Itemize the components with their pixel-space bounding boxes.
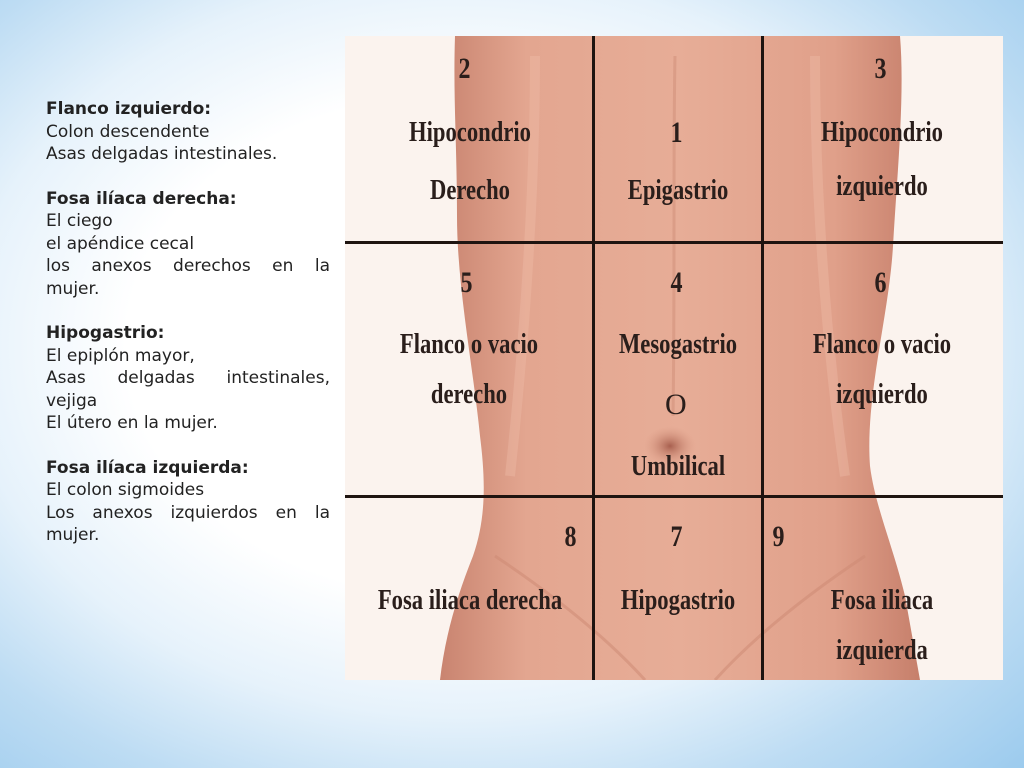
note-line: mujer.: [46, 525, 100, 545]
region-number-6: 6: [874, 266, 887, 299]
note-fosa-iliaca-derecha: [46, 188, 330, 301]
grid-line-horizontal-top: [345, 241, 1003, 244]
region-label-epigastrio: Epigastrio: [627, 174, 729, 206]
note-line: El ciego: [46, 211, 113, 231]
region-label-flanco-derecho-2: derecho: [430, 378, 508, 410]
note-title: Fosa ilíaca izquierda:: [46, 457, 249, 478]
region-label-fosa-iliaca-izquierda: Fosa iliaca: [830, 584, 934, 616]
note-line: El epiplón mayor,: [46, 345, 195, 366]
region-label-flanco-izquierdo-2: izquierdo: [836, 378, 928, 410]
note-line: Asas delgadas intestinales,: [46, 368, 330, 388]
note-line: El colon sigmoides: [46, 480, 205, 500]
note-line: Colon descendente: [46, 121, 210, 142]
note-line: Asas delgadas intestinales.: [46, 144, 278, 164]
note-line: los anexos derechos en la: [46, 256, 330, 276]
region-number-1: 1: [670, 116, 683, 149]
region-number-9: 9: [772, 520, 785, 553]
region-label-mesogastrio-o: O: [665, 388, 687, 421]
region-label-hipocondrio-izquierdo: Hipocondrio: [821, 116, 943, 148]
region-label-umbilical: Umbilical: [630, 450, 726, 482]
note-line: Los anexos izquierdos en la: [46, 502, 330, 523]
note-title: Fosa ilíaca derecha:: [46, 188, 237, 209]
region-number-7: 7: [670, 520, 683, 553]
region-label-hipocondrio-derecho-2: Derecho: [430, 174, 510, 206]
grid-line-vertical-left: [592, 36, 595, 680]
note-flanco-izquierdo: [46, 98, 330, 166]
region-label-hipogastrio: Hipogastrio: [620, 584, 736, 616]
region-label-mesogastrio: Mesogastrio: [618, 328, 738, 360]
region-label-flanco-derecho: Flanco o vacio: [399, 328, 539, 360]
note-title: Hipogastrio:: [46, 323, 165, 343]
grid-line-vertical-right: [761, 36, 764, 680]
region-number-2: 2: [458, 52, 471, 85]
region-number-8: 8: [564, 520, 577, 553]
region-number-4: 4: [670, 266, 683, 299]
region-label-hipocondrio-izquierdo-2: izquierdo: [836, 170, 928, 202]
note-line: vejiga: [46, 390, 98, 411]
note-line: mujer.: [46, 278, 100, 299]
region-label-hipocondrio-derecho: Hipocondrio: [409, 116, 531, 148]
note-title: Flanco izquierdo:: [46, 99, 212, 119]
note-fosa-iliaca-izquierda: [46, 457, 330, 547]
region-number-5: 5: [460, 266, 473, 299]
note-hipogastrio: [46, 322, 330, 435]
region-number-3: 3: [874, 52, 887, 85]
region-label-flanco-izquierdo: Flanco o vacio: [812, 328, 952, 360]
grid-line-horizontal-bottom: [345, 495, 1003, 498]
abdomen-diagram: [345, 36, 1003, 680]
region-label-fosa-iliaca-izquierda-2: izquierda: [836, 634, 928, 666]
organ-notes: [46, 98, 330, 569]
note-line: El útero en la mujer.: [46, 413, 218, 433]
region-label-fosa-iliaca-derecha: Fosa iliaca derecha: [377, 584, 563, 616]
note-line: el apéndice cecal: [46, 233, 195, 254]
